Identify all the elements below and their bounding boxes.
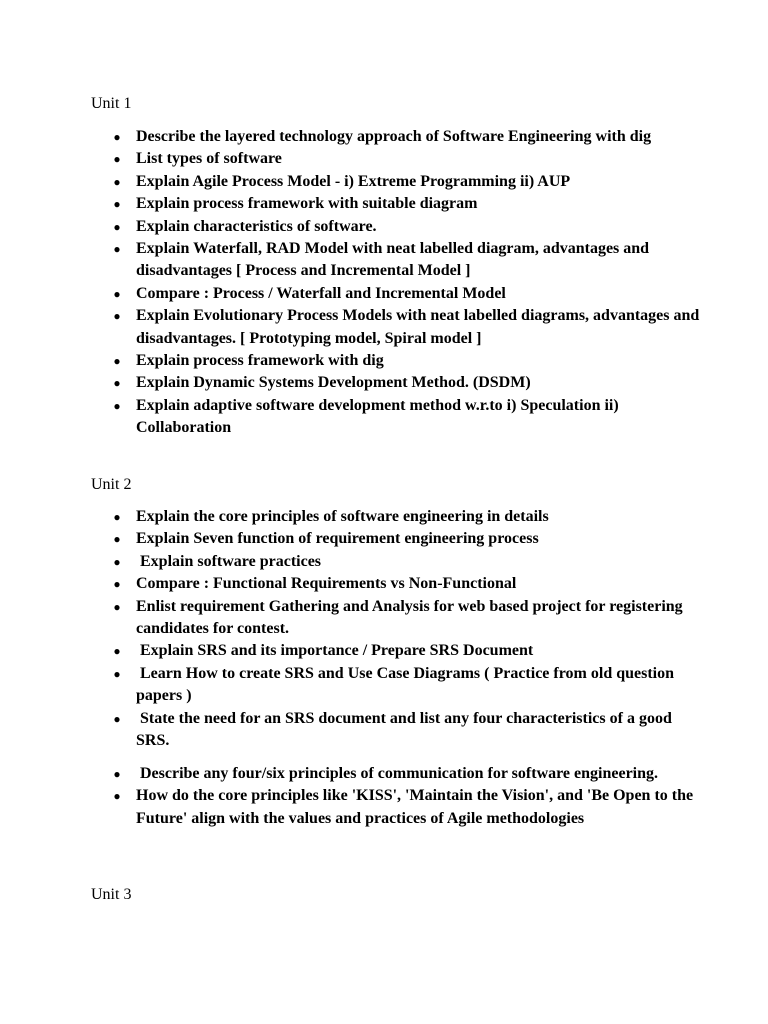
list-item: ● Explain Waterfall, RAD Model with neat labelled diagram, advantages and disadvantages [ Process and Incremental Model ]	[113, 240, 654, 280]
list-item: ● Explain Dynamic Systems Development Method. (DSDM)	[0, 372, 700, 394]
list-item: ● Describe the layered technology approach of Software Engineering with dig	[0, 126, 700, 148]
list-item: ● Explain process framework with dig	[0, 350, 700, 372]
bullet-icon: ●	[113, 789, 121, 804]
unit-2-question-list-continued	[0, 763, 700, 830]
bullet-icon: ●	[113, 644, 121, 659]
bullet-icon: ●	[113, 711, 121, 726]
bullet-icon: ●	[113, 398, 121, 413]
unit-2-question-list	[0, 506, 700, 752]
list-item: ● Explain Agile Process Model - i) Extreme Programming ii) AUP	[0, 171, 700, 193]
list-item: ● Explain Evolutionary Process Models with neat labelled diagrams, advantages and disadvantages. [ Prototyping model, Spiral model ]	[113, 307, 704, 347]
bullet-icon: ●	[113, 219, 121, 234]
bullet-icon: ●	[113, 286, 121, 301]
unit-1-question-list	[0, 126, 704, 440]
list-item: ● Learn How to create SRS and Use Case Diagrams ( Practice from old question papers )	[113, 664, 679, 705]
list-item: ● Explain process framework with suitable diagram	[0, 193, 700, 215]
bullet-icon: ●	[113, 767, 121, 781]
bullet-icon: ●	[113, 510, 121, 524]
list-item: ● Explain characteristics of software.	[0, 216, 700, 238]
list-item: ● Explain SRS and its importance / Prepare SRS Document	[0, 640, 700, 662]
unit-1-heading: Unit 1	[91, 95, 132, 112]
bullet-icon: ●	[113, 577, 121, 592]
list-item: ● Explain adaptive software development method w.r.to i) Speculation ii) Collaboration	[113, 396, 623, 437]
bullet-icon: ●	[113, 354, 121, 369]
list-item: ● Describe any four/six principles of communication for software engineering.	[0, 763, 700, 785]
bullet-icon: ●	[113, 532, 121, 547]
unit-3-heading: Unit 3	[91, 886, 132, 903]
bullet-icon: ●	[113, 376, 121, 391]
list-item: ● Explain software practices	[0, 551, 700, 573]
bullet-icon: ●	[113, 554, 121, 569]
bullet-icon: ●	[113, 242, 121, 257]
bullet-icon: ●	[113, 666, 121, 681]
list-item: ● How do the core principles like 'KISS', 'Maintain the Vision', and 'Be Open to the Future' align with the values and practices of Agile methodologies	[113, 787, 698, 827]
unit-2-heading: Unit 2	[91, 476, 132, 493]
list-item: ● Compare : Functional Requirements vs Non-Functional	[0, 573, 700, 595]
list-item: ● List types of software	[0, 148, 700, 170]
bullet-icon: ●	[113, 130, 121, 144]
list-item: ● Enlist requirement Gathering and Analysis for web based project for registering candidates for contest.	[113, 597, 687, 638]
bullet-icon: ●	[113, 309, 121, 324]
list-item: ● State the need for an SRS document and list any four characteristics of a good SRS.	[113, 709, 676, 750]
bullet-icon: ●	[113, 197, 121, 212]
list-item: ● Explain Seven function of requirement engineering process	[0, 528, 700, 550]
bullet-icon: ●	[113, 174, 121, 189]
list-item: ● Compare : Process / Waterfall and Incremental Model	[0, 283, 700, 305]
bullet-icon: ●	[113, 599, 121, 614]
list-item: ● Explain the core principles of software engineering in details	[0, 506, 700, 528]
bullet-icon: ●	[113, 152, 121, 167]
